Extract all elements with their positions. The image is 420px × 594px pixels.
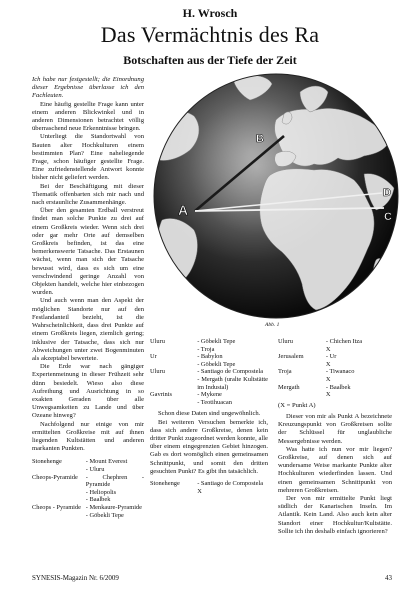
table-cell: - Menkaure-Pyramide <box>85 503 143 511</box>
table-cell <box>150 361 197 369</box>
table-cell: - Teotihuacan <box>197 398 232 406</box>
intro-paragraph: Ich habe nur festgestellt; die Einordnung dieser Ergebnisse überlasse ich den Fachleuten. <box>32 76 144 100</box>
table-cell: - Uluru <box>85 465 105 473</box>
body-paragraph: Bei der Beschäftigung mit dieser Thematik offenbarten sich mir nach und nach erstaunliche Zusammenhänge. <box>32 182 144 207</box>
table-row <box>32 466 144 474</box>
table-cell: Troja <box>278 368 292 376</box>
table-row <box>32 474 144 489</box>
body-paragraph: Was hatte ich nun vor mir liegen? Großkreise, auf denen sich auf wundersame Weise markante Punkte alter Hochkulturen wiederfinden lassen. Und einen gemeinsamen Schnittpunkt von mehreren Großkreisen. <box>278 445 392 494</box>
table-cell <box>32 512 86 520</box>
table-cell: Ur <box>150 353 157 361</box>
figure-caption: Abb. 1 <box>265 322 280 328</box>
table-cell: X <box>325 375 331 383</box>
body-paragraph: Die Erde war nach gängiger Expertenmeinung in dieser Frühzeit sehr dünn besiedelt. Wieso also diese Aufreihung und Ausrichtung in so exakten Geraden über alle Unwegsamkeiten zu Lande und über Ozeane hinweg? <box>32 363 144 420</box>
article-title: Das Vermächtnis des Ra <box>100 22 320 47</box>
table-cell: - Mykene <box>197 391 222 399</box>
table-row <box>278 376 392 384</box>
table-row <box>150 376 268 391</box>
table-cell: - Troja <box>197 345 215 353</box>
table-row <box>150 480 268 488</box>
table-cell: Cheops-Pyramide <box>32 473 78 481</box>
right-column <box>278 338 392 536</box>
table-row <box>150 488 268 496</box>
globe-image <box>150 70 402 322</box>
table-row <box>32 458 144 466</box>
label-point-d: D <box>383 187 391 199</box>
table-cell: - Baalbek <box>85 496 111 504</box>
table-cell: - Göbekli Tepe <box>197 360 236 368</box>
body-paragraph: Der von mir ermittelte Punkt liegt südlich der Kanarischen Inseln. Im Atlantik. Kein Land. Also auch kein alter Standort einer Hochkultur/Kultstätte. Sollte ich ihn deshalb einfach ignorieren? <box>278 494 392 535</box>
table-row <box>278 346 392 354</box>
table-cell: - Mergath (uralte Kultstätte im Industal) <box>197 375 268 391</box>
table-cell: - Göbekli Tepe <box>197 338 236 345</box>
table-cell <box>150 488 197 496</box>
point-note: (X = Punkt A) <box>278 401 316 409</box>
body-paragraph: Unterliegt die Standortwahl von Bauten alter Hochkulturen einem bestimmten Plan? Eine naheliegende Frage, schon häufiger gestellte Frage. Eine zufriedenstellende Antwort konnte bisher nicht geliefert werden. <box>32 133 144 182</box>
left-column <box>32 76 144 519</box>
table-cell: X <box>325 391 331 399</box>
table-cell: - Chephren - Pyramide <box>85 473 144 489</box>
table-cell: X <box>197 487 202 495</box>
table-cell: - Chichen Itza <box>325 338 363 345</box>
magazine-name: SYNESIS-Magazin Nr. 6/2009 <box>32 574 119 582</box>
body-paragraph: Dieser von mir als Punkt A bezeichnete Kreuzungspunkt von Großkreisen sollte der Schlüssel für unglaubliche Messergebnisse werden. <box>278 412 392 445</box>
table-cell <box>150 376 197 391</box>
body-paragraph: Und auch wenn man den Aspekt der möglichen Standorte nur auf den Festlandanteil bezieht, ist die Wahrscheinlichkeit, dass drei Punkte auf einem Großkreis liegen, ziemlich gering; inklusive der Tatsache, dass sich nur Abweichungen unter zwei Bogenminuten als akzeptabel bewertete. <box>32 297 144 362</box>
table-cell: Jerusalem <box>278 353 304 361</box>
table-cell: Cheops - Pyramide <box>32 503 81 511</box>
table-cell: Mergath <box>278 383 300 391</box>
body-paragraph: Über den gesamten Erdball verstreut findet man solche Punkte zu drei auf einem Großkreis wieder. Wenn sich drei oder gar mehr Orte auf demselben Großkreis befinden, ist das eine bemerkenswerte Tatsache. Das Erstaunen wächst, wenn man sich der Tatsache bewusst wird, dass es sich um eine verschwindend geringe Anzahl von Objekten handelt, welche hier einbezogen wurden. <box>32 207 144 297</box>
body-paragraph: Bei weiteren Versuchen bemerkte ich, dass sich andere Großkreise, denen kein dritter Punkt zugeordnet werden konnte, alle über einem eingegrenzten Gebiet hinzogen. Gab es dort womöglich einen gemeinsamen Schnittpunkt, und somit den dritten gesuchten Punkt? Es gibt ihn tatsächlich. <box>150 418 268 475</box>
table-row <box>32 504 144 512</box>
great-circle-table-left <box>32 458 144 519</box>
table-row <box>278 391 392 399</box>
globe-figure <box>150 70 402 322</box>
table-cell: - Göbekli Tepe <box>85 511 124 519</box>
table-cell: - Santiago de Compostela <box>197 368 264 376</box>
body-paragraph: Eine häufig gestellte Frage kann unter einem anderen Blickwinkel und in anderen Dimensionen betrachtet völlig überraschend neue Erkenntnisse bringen. <box>32 100 144 133</box>
table-cell <box>32 466 86 474</box>
table-row <box>278 338 392 346</box>
table-cell: - Baalbek <box>325 383 351 391</box>
table-cell: - Mount Everest <box>85 458 128 466</box>
table-row <box>150 399 268 407</box>
page-footer <box>32 574 392 584</box>
table-row <box>150 361 268 369</box>
table-cell: X <box>325 360 331 368</box>
table-row <box>150 353 268 361</box>
table-row <box>278 384 392 392</box>
table-row <box>32 489 144 497</box>
great-circle-table-middle <box>150 338 268 406</box>
label-point-a: A <box>178 202 189 218</box>
table-row <box>150 346 268 354</box>
table-cell <box>32 496 86 504</box>
table-row <box>32 496 144 504</box>
table-cell <box>278 346 326 354</box>
table-cell <box>278 391 326 399</box>
table-cell: - Santiago de Compostela <box>197 479 264 487</box>
great-circle-table-middle-2 <box>150 480 268 495</box>
table-cell: - Ur <box>325 353 337 361</box>
label-point-c: C <box>384 211 392 223</box>
article-subtitle: Botschaften aus der Tiefe der Zeit <box>123 53 297 67</box>
label-point-b: B <box>256 133 264 145</box>
table-row <box>278 353 392 361</box>
table-cell: Gavrinis <box>150 391 173 399</box>
table-cell <box>150 399 197 407</box>
table-cell: - Babylon <box>197 353 223 361</box>
table-cell <box>278 376 326 384</box>
table-row <box>150 338 268 346</box>
great-circle-table-right <box>278 338 392 399</box>
body-paragraph: Nachfolgend nur einige von mir ermittelten Großkreise mit auf ihnen liegenden Kultstätten und anderen markanten Punkten. <box>32 420 144 453</box>
body-paragraph: Schon diese Daten sind ungewöhnlich. <box>158 410 261 418</box>
table-row <box>278 368 392 376</box>
author-name: H. Wrosch <box>182 6 238 20</box>
table-cell: Stonehenge <box>32 458 62 466</box>
table-cell: Stonehenge <box>150 479 180 487</box>
globe-highlight <box>154 74 398 318</box>
middle-column-table <box>150 338 268 495</box>
page-number: 43 <box>385 574 392 582</box>
table-cell: Uluru <box>278 338 293 345</box>
table-cell: Uluru <box>150 368 165 376</box>
table-row <box>150 368 268 376</box>
table-cell: - Heliopolis <box>85 488 117 496</box>
table-row <box>150 391 268 399</box>
table-cell <box>150 346 197 354</box>
table-cell <box>278 361 326 369</box>
table-row <box>32 512 144 520</box>
table-cell: X <box>325 345 331 353</box>
table-row <box>278 361 392 369</box>
table-cell <box>32 489 86 497</box>
table-cell: - Tiwanaco <box>325 368 355 376</box>
table-cell: Uluru <box>150 338 165 345</box>
